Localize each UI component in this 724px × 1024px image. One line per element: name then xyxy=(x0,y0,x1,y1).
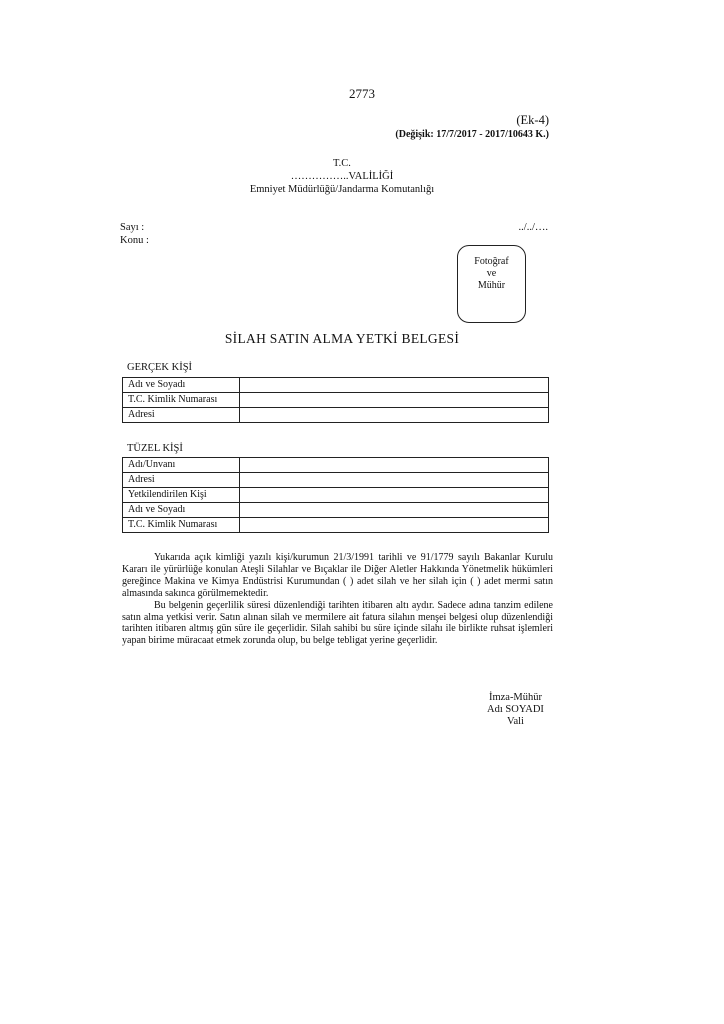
photo-box-line-2: ve xyxy=(486,268,497,279)
legal-person-heading: TÜZEL KİŞİ xyxy=(127,443,183,454)
row-label-name: Adı ve Soyadı xyxy=(123,378,240,393)
table-row xyxy=(123,473,549,488)
table-row xyxy=(123,458,549,473)
photo-box-line-1: Fotoğraf xyxy=(474,256,509,267)
row-label-id-number: T.C. Kimlik Numarası xyxy=(123,393,240,408)
value-cell[interactable] xyxy=(240,393,549,408)
value-cell[interactable] xyxy=(240,518,549,533)
header-governorship: ……………..VALİLİĞİ xyxy=(290,171,394,182)
row-label-address: Adresi xyxy=(123,408,240,423)
legal-person-table xyxy=(122,457,549,533)
table-row xyxy=(123,503,549,518)
value-cell[interactable] xyxy=(240,378,549,393)
page-number: 2773 xyxy=(349,86,375,101)
table-row xyxy=(123,518,549,533)
value-cell[interactable] xyxy=(240,503,549,518)
signer-title: Vali xyxy=(507,716,524,727)
date-field: ../../…. xyxy=(518,222,548,233)
signature-block xyxy=(458,692,573,728)
amendment-note: (Değişik: 17/7/2017 - 2017/10643 K.) xyxy=(395,129,549,140)
sayi-label: Sayı : xyxy=(120,222,145,233)
body-text xyxy=(122,552,553,647)
value-cell[interactable] xyxy=(240,408,549,423)
value-cell[interactable] xyxy=(240,458,549,473)
table-row xyxy=(123,488,549,503)
real-person-table xyxy=(122,377,549,423)
signer-name: Adı SOYADI xyxy=(487,704,544,715)
konu-label: Konu : xyxy=(120,235,149,246)
photo-seal-box xyxy=(457,245,526,323)
table-row xyxy=(123,408,549,423)
real-person-heading: GERÇEK KİŞİ xyxy=(127,362,193,373)
table-row xyxy=(123,393,549,408)
document-title: SİLAH SATIN ALMA YETKİ BELGESİ xyxy=(224,331,460,346)
row-label-address: Adresi xyxy=(123,473,240,488)
table-row xyxy=(123,378,549,393)
annex-label: (Ek-4) xyxy=(516,113,549,127)
paragraph-authorization: Yukarıda açık kimliği yazılı kişi/kurumun 21/3/1991 tarihli ve 91/1779 sayılı Bakanlar Kurulu Kararı ile yürürlüğe konulan Ateşli Silahlar ve Bıçaklar ile Diğer Aletler Hakkında Yönetmelik hükümleri gereğince Makina ve Kimya Endüstrisi Kurumundan ( ) adet silah ve her silah için ( ) adet mermi satın almasında sakınca görülmemektedir. xyxy=(122,552,553,599)
row-label-authorized-person: Yetkilendirilen Kişi xyxy=(123,488,240,503)
value-cell[interactable] xyxy=(240,488,549,503)
header-country: T.C. xyxy=(333,158,351,169)
photo-box-line-3: Mühür xyxy=(477,280,506,291)
signature-label: İmza-Mühür xyxy=(488,692,543,703)
paragraph-validity: Bu belgenin geçerlilik süresi düzenlendiği tarihten itibaren altı aydır. Sadece adına tanzim edilene satın alma yetkisi verir. Satın alınan silah ve mermilere ait fatura silahın menşei belgesi olup düzenlendiği tarihten itibaren altmış gün süre ile geçerlidir. Silah sahibi bu süre içinde silahı ile birlikte ruhsat işlemleri yapan birime müracaat etmek zorunda olup, bu belge tebligat yerine geçerlidir. xyxy=(122,599,553,647)
row-label-name: Adı ve Soyadı xyxy=(123,503,240,518)
row-label-title: Adı/Unvanı xyxy=(123,458,240,473)
header-department: Emniyet Müdürlüğü/Jandarma Komutanlığı xyxy=(249,184,435,195)
row-label-id-number: T.C. Kimlik Numarası xyxy=(123,518,240,533)
value-cell[interactable] xyxy=(240,473,549,488)
